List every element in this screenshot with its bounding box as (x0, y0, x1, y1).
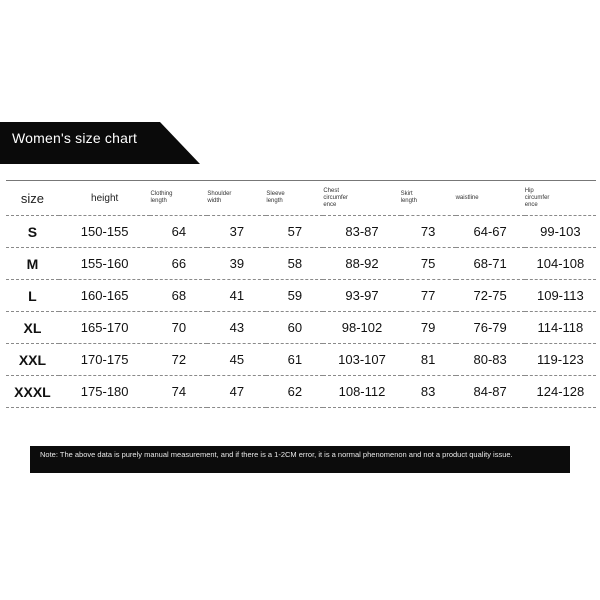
cell-chest-circumference: 98-102 (323, 312, 400, 344)
cell-waistline: 84-87 (456, 376, 525, 408)
cell-size: M (6, 248, 59, 280)
header-size: size (6, 181, 59, 216)
cell-clothing-length: 66 (150, 248, 207, 280)
cell-waistline: 80-83 (456, 344, 525, 376)
header-sleeve-length: Sleeve length (266, 181, 323, 216)
cell-skirt-length: 79 (401, 312, 456, 344)
cell-size: XXL (6, 344, 59, 376)
cell-shoulder-width: 47 (207, 376, 266, 408)
cell-skirt-length: 81 (401, 344, 456, 376)
cell-shoulder-width: 39 (207, 248, 266, 280)
cell-sleeve-length: 61 (266, 344, 323, 376)
size-table (6, 180, 596, 408)
cell-shoulder-width: 37 (207, 216, 266, 248)
header-height: height (59, 181, 151, 216)
cell-waistline: 72-75 (456, 280, 525, 312)
cell-waistline: 76-79 (456, 312, 525, 344)
cell-sleeve-length: 60 (266, 312, 323, 344)
table-row (6, 280, 596, 312)
cell-skirt-length: 83 (401, 376, 456, 408)
cell-size: XXXL (6, 376, 59, 408)
header-skirt-length: Skirt length (401, 181, 456, 216)
cell-size: S (6, 216, 59, 248)
table-row (6, 376, 596, 408)
cell-sleeve-length: 57 (266, 216, 323, 248)
header-shoulder-width: Shoulder width (207, 181, 266, 216)
cell-clothing-length: 64 (150, 216, 207, 248)
header-row (6, 181, 596, 216)
cell-hip-circumference: 99-103 (525, 216, 596, 248)
cell-size: XL (6, 312, 59, 344)
cell-height: 165-170 (59, 312, 151, 344)
cell-height: 150-155 (59, 216, 151, 248)
cell-skirt-length: 73 (401, 216, 456, 248)
cell-hip-circumference: 114-118 (525, 312, 596, 344)
cell-sleeve-length: 62 (266, 376, 323, 408)
cell-height: 170-175 (59, 344, 151, 376)
cell-clothing-length: 74 (150, 376, 207, 408)
cell-sleeve-length: 58 (266, 248, 323, 280)
cell-hip-circumference: 109-113 (525, 280, 596, 312)
cell-chest-circumference: 108-112 (323, 376, 400, 408)
cell-chest-circumference: 88-92 (323, 248, 400, 280)
chart-title: Women's size chart (12, 130, 138, 146)
cell-skirt-length: 77 (401, 280, 456, 312)
cell-waistline: 64-67 (456, 216, 525, 248)
cell-skirt-length: 75 (401, 248, 456, 280)
cell-clothing-length: 72 (150, 344, 207, 376)
header-waistline: waistline (456, 181, 525, 216)
cell-hip-circumference: 104-108 (525, 248, 596, 280)
cell-waistline: 68-71 (456, 248, 525, 280)
cell-shoulder-width: 41 (207, 280, 266, 312)
cell-chest-circumference: 103-107 (323, 344, 400, 376)
header-chest-circumference: Chest circumfer ence (323, 181, 400, 216)
cell-sleeve-length: 59 (266, 280, 323, 312)
cell-hip-circumference: 124-128 (525, 376, 596, 408)
header-hip-circumference: Hip circumfer ence (525, 181, 596, 216)
cell-height: 160-165 (59, 280, 151, 312)
cell-size: L (6, 280, 59, 312)
cell-height: 155-160 (59, 248, 151, 280)
cell-hip-circumference: 119-123 (525, 344, 596, 376)
cell-shoulder-width: 45 (207, 344, 266, 376)
cell-height: 175-180 (59, 376, 151, 408)
table-row (6, 312, 596, 344)
cell-shoulder-width: 43 (207, 312, 266, 344)
title-banner (0, 122, 200, 164)
disclaimer-note: Note: The above data is purely manual measurement, and if there is a 1-2CM error, it is a normal phenomenon and not a product quality issue. (30, 446, 570, 473)
cell-chest-circumference: 83-87 (323, 216, 400, 248)
table-row (6, 216, 596, 248)
table-row (6, 344, 596, 376)
cell-clothing-length: 70 (150, 312, 207, 344)
cell-chest-circumference: 93-97 (323, 280, 400, 312)
table-row (6, 248, 596, 280)
cell-clothing-length: 68 (150, 280, 207, 312)
header-clothing-length: Clothing length (150, 181, 207, 216)
